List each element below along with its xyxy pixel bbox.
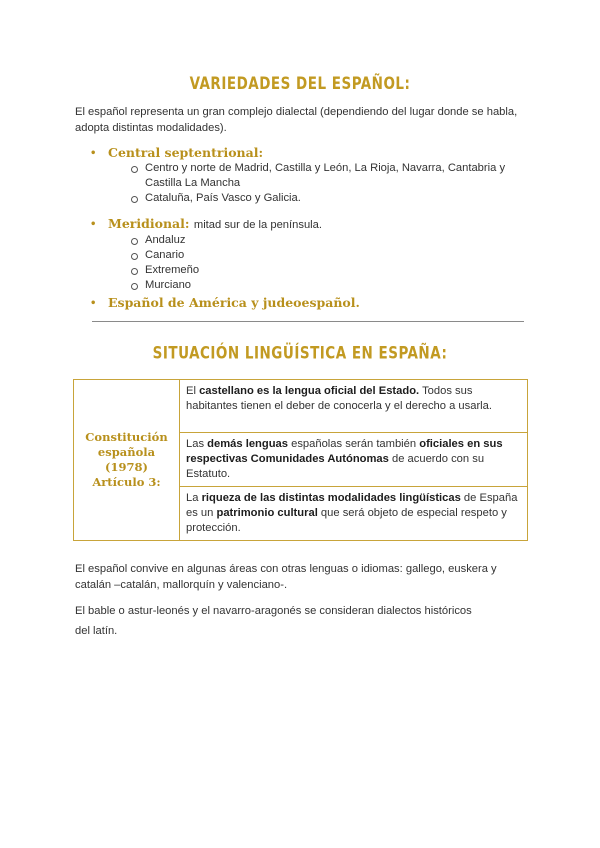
sublist-item	[131, 161, 526, 191]
bold-span: patrimonio cultural	[216, 507, 318, 519]
sublist-item	[131, 263, 199, 278]
sublist-text: Canario	[145, 249, 185, 261]
head-line: española (1978)	[97, 445, 156, 474]
bullet-icon: •	[90, 298, 97, 309]
head-line: Artículo 3:	[92, 475, 161, 489]
bold-span: riqueza de las distintas modalidades lingüísticas	[201, 492, 461, 504]
table-head-cell	[74, 380, 180, 541]
table-row-1	[180, 380, 528, 433]
table-row-2	[180, 433, 528, 487]
dialects-paragraph-line2: del latín.	[75, 625, 118, 637]
sublist-text: Centro y norte de Madrid, Castilla y León, La Rioja, Navarra, Cantabria y Castilla La Mancha	[145, 162, 506, 189]
text-span: La	[186, 492, 202, 504]
section-title-variedades: VARIEDADES DEL ESPAÑOL:	[189, 72, 411, 94]
list-item-label: Español de América y judeoespañol.	[108, 295, 360, 310]
list-item-label: Central septentrional:	[108, 145, 264, 160]
sublist-text: Andaluz	[145, 234, 186, 246]
circle-bullet-icon	[131, 283, 138, 290]
text-span: El	[186, 385, 200, 397]
dialects-paragraph-line1: El bable o astur-leonés y el navarro-aragonés se consideran dialectos históricos	[75, 605, 472, 617]
circle-bullet-icon	[131, 238, 138, 245]
text-span: de España es un	[186, 492, 518, 519]
text-span: de acuerdo con su Estatuto.	[186, 453, 485, 480]
sublist-item	[131, 191, 526, 206]
text-span: Las	[186, 438, 208, 450]
sublist-text: Extremeño	[145, 264, 200, 276]
list-item-label: Meridional:	[108, 216, 190, 231]
circle-bullet-icon	[131, 253, 138, 260]
text-span: españolas serán también	[288, 438, 420, 450]
list-item-america	[90, 295, 360, 310]
sublist-item	[131, 248, 184, 263]
text-span: Todos sus habitantes tienen el deber de conocerla y el derecho a usarla.	[186, 385, 492, 412]
list-item-meridional	[90, 216, 322, 231]
head-line: Constitución	[85, 430, 168, 444]
bold-span: oficiales en sus respectivas Comunidades Autónomas	[186, 438, 503, 465]
sublist-text: Murciano	[145, 279, 192, 291]
section-title-situacion: SITUACIÓN LINGÜÍSTICA EN ESPAÑA:	[152, 342, 448, 364]
languages-paragraph: El español convive en algunas áreas con otras lenguas o idiomas: gallego, euskera y catalán –catalán, mallorquín y valenciano-.	[75, 563, 497, 591]
bullet-icon: •	[90, 148, 97, 159]
list-item-central	[90, 145, 263, 160]
sublist-item	[131, 233, 185, 248]
list-item-rest: mitad sur de la península.	[193, 219, 322, 231]
intro-paragraph: El español representa un gran complejo dialectal (dependiendo del lugar donde se habla, adopta distintas modalidades).	[75, 106, 518, 134]
sublist-item	[131, 278, 191, 293]
circle-bullet-icon	[131, 166, 138, 173]
sublist-text: Cataluña, País Vasco y Galicia.	[145, 192, 301, 204]
table-row-3	[180, 487, 528, 541]
constitution-table	[73, 379, 528, 541]
text-span: que será objeto de especial respeto y protección.	[186, 507, 507, 534]
section-divider	[92, 321, 524, 322]
bold-span: castellano es la lengua oficial del Estado.	[199, 385, 420, 397]
circle-bullet-icon	[131, 268, 138, 275]
bold-span: demás lenguas	[207, 438, 288, 450]
circle-bullet-icon	[131, 196, 138, 203]
bullet-icon: •	[90, 219, 97, 230]
